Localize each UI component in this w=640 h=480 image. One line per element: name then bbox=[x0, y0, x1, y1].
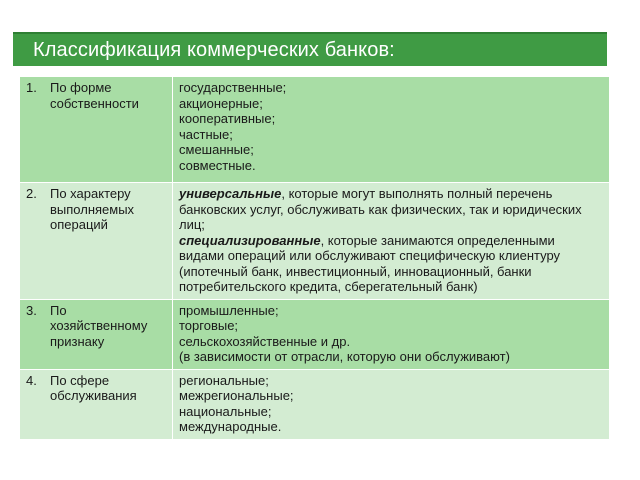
type-item: смешанные; bbox=[179, 142, 254, 157]
type-item: частные; bbox=[179, 126, 233, 142]
type-item: межрегиональные; bbox=[179, 388, 294, 403]
types-cell bbox=[173, 77, 610, 183]
table-row-economic bbox=[20, 299, 610, 369]
row-number: 4. bbox=[26, 372, 37, 388]
type-item: государственные; bbox=[179, 80, 287, 95]
type-item: национальные; bbox=[179, 403, 272, 419]
universal-text: , которые могут выполнять полный перечень банковских услуг, обслуживать как физических, так и юридических лиц; bbox=[179, 186, 582, 232]
type-item: международные. bbox=[179, 419, 282, 434]
type-item: акционерные; bbox=[179, 95, 263, 111]
type-item: кооперативные; bbox=[179, 111, 276, 126]
special-text: , которые занимаются определенными видами операций или обслуживают специфическую клиентуру (ипотечный банк, инвестиционный, инновационный, банки потребительского кредита, сберегательный банк) bbox=[179, 232, 561, 294]
type-item: региональные; bbox=[179, 372, 269, 388]
criterion-cell bbox=[20, 183, 173, 300]
classification-table bbox=[19, 76, 610, 440]
special-description bbox=[179, 233, 603, 295]
table-row-operations bbox=[20, 183, 610, 300]
type-item: торговые; bbox=[179, 318, 239, 333]
criterion-cell bbox=[20, 77, 173, 183]
criterion-cell bbox=[20, 369, 173, 439]
type-item: промышленные; bbox=[179, 302, 279, 318]
criterion-cell bbox=[20, 299, 173, 369]
types-cell bbox=[173, 183, 610, 300]
type-item: сельскохозяйственные и др. bbox=[179, 333, 351, 349]
types-cell bbox=[173, 369, 610, 439]
criterion-label: По характеру выполняемых операций bbox=[50, 186, 135, 232]
criterion-label: По хозяйственному признаку bbox=[50, 302, 148, 349]
criterion-label: По форме собственности bbox=[50, 80, 139, 111]
type-item: (в зависимости от отрасли, которую они обслуживают) bbox=[179, 349, 510, 364]
row-number: 2. bbox=[26, 186, 37, 201]
table-row-service bbox=[20, 369, 610, 439]
row-number: 3. bbox=[26, 302, 37, 318]
universal-term: универсальные bbox=[179, 186, 282, 201]
title-bar bbox=[13, 32, 607, 66]
table-row-ownership bbox=[20, 77, 610, 183]
slide-title: Классификация коммерческих банков: bbox=[33, 39, 395, 61]
types-cell bbox=[173, 299, 610, 369]
criterion-label: По сфере обслуживания bbox=[50, 372, 137, 403]
type-item: совместные. bbox=[179, 157, 256, 173]
universal-description bbox=[179, 186, 603, 233]
row-number: 1. bbox=[26, 80, 37, 95]
special-term: специализированные bbox=[179, 232, 321, 248]
